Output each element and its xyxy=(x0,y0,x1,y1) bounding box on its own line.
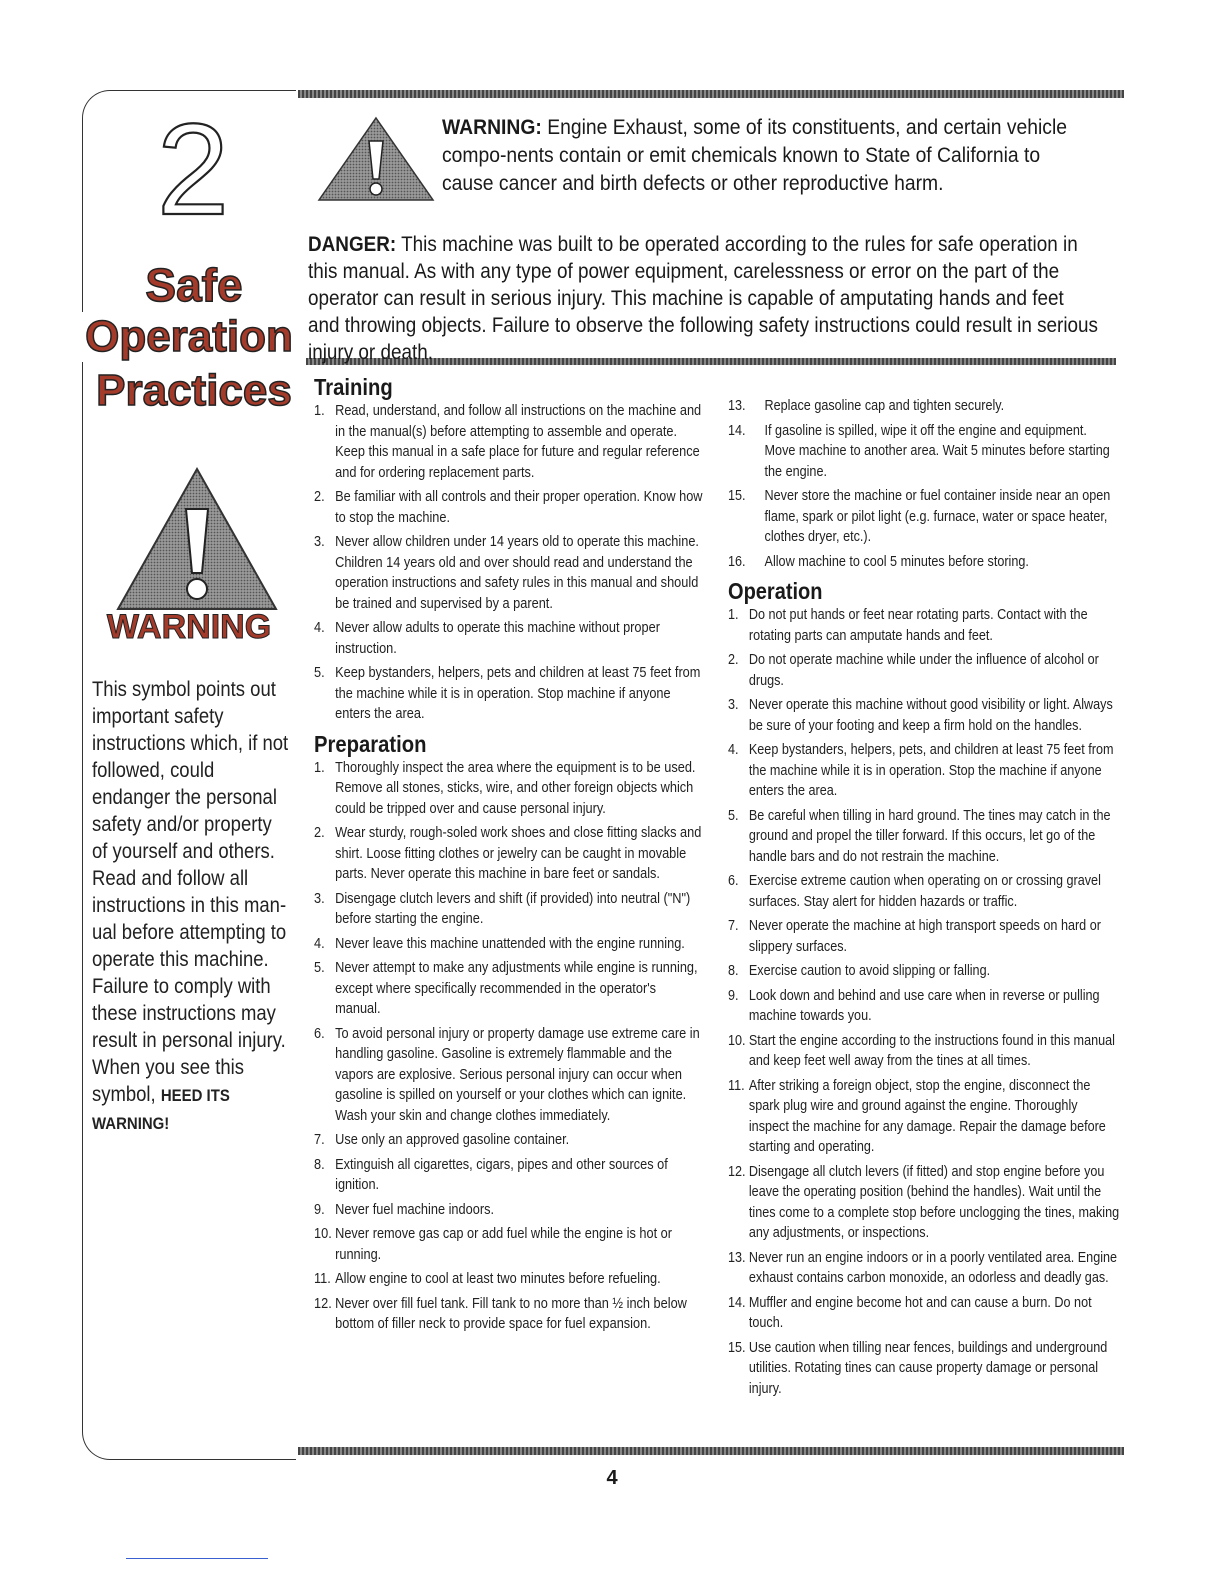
item-text: Start the engine according to the instructions found in this manual and keep feet well away from the tines at all times. xyxy=(748,1032,1115,1069)
list-item xyxy=(314,1294,703,1335)
item-number: 2. xyxy=(728,652,739,668)
item-text: Exercise caution to avoid slipping or falling. xyxy=(748,963,991,979)
section-title-line3: Practices xyxy=(96,366,292,415)
list-item xyxy=(728,916,1120,957)
list-item xyxy=(728,552,1120,573)
item-text: Disengage all clutch levers (if fitted) and stop engine before you leave the operating position (behind the handles). Wait until the tines come to a complete stop before unclogging the tines, making any adjustments, or inspections. xyxy=(748,1163,1120,1241)
item-text: Keep bystanders, helpers, pets, and children at least 75 feet from the machine while it is in operation. Stop the machine if anyone enters the area. xyxy=(748,742,1114,799)
danger-label: DANGER: xyxy=(308,233,397,256)
item-text: Replace gasoline cap and tighten securely. xyxy=(764,398,1005,414)
item-text: Use caution when tilling near fences, buildings and underground utilities. Rotating tines can cause property damage or personal injury. xyxy=(748,1339,1108,1397)
list-item xyxy=(314,1224,703,1265)
warning-box-label: WARNING: xyxy=(442,116,542,139)
item-number: 6. xyxy=(314,1025,325,1042)
list-item xyxy=(728,486,1120,548)
item-text: Wear sturdy, rough-soled work shoes and close fitting slacks and shirt. Loose fitting clothes or jewelry can be caught in movable parts. Never operate this machine in bare feet or sandals. xyxy=(335,825,702,882)
left-column xyxy=(314,374,703,1341)
operation-list xyxy=(728,605,1120,1399)
list-item xyxy=(728,605,1120,646)
warning-label: WARNING xyxy=(106,608,272,646)
list-item xyxy=(728,695,1120,736)
item-number: 12. xyxy=(314,1295,332,1312)
item-number: 8. xyxy=(314,1156,325,1173)
list-item xyxy=(314,618,703,659)
item-number: 4. xyxy=(728,742,739,758)
item-number: 2. xyxy=(314,825,325,841)
item-text: Never over fill fuel tank. Fill tank to no more than ½ inch below bottom of filler neck to provide space for fuel expansion. xyxy=(335,1295,687,1332)
item-text: Read, understand, and follow all instructions on the machine and in the manual(s) before attempting to assemble and operate. Keep this manual in a safe place for future and regular reference and for ordering replacement parts. xyxy=(335,403,702,481)
item-number: 7. xyxy=(728,918,739,934)
list-item xyxy=(314,1024,703,1127)
list-item xyxy=(728,806,1120,868)
warning-explanation-text: This symbol points out important safety instructions which, if not followed, could endanger the personal safety and/or property of yourself and others. Read and follow all instructions in this man-ual before attempting to operate this machine. Failure to comply with these instructions may result in personal injury. When you see this symbol, xyxy=(92,678,289,1106)
training-heading: Training xyxy=(314,374,393,400)
item-number: 10. xyxy=(314,1226,332,1242)
operation-heading: Operation xyxy=(728,578,823,604)
item-text: Extinguish all cigarettes, cigars, pipes and other sources of ignition. xyxy=(335,1156,668,1193)
list-item xyxy=(728,961,1120,982)
item-text: Exercise extreme caution when operating on or crossing gravel surfaces. Stay alert for hidden hazards or traffic. xyxy=(748,873,1101,910)
item-number: 3. xyxy=(728,697,739,713)
training-list xyxy=(314,401,703,725)
list-item xyxy=(728,1076,1120,1158)
item-number: 15. xyxy=(728,488,746,504)
section-title-line1: Safe xyxy=(145,259,243,311)
chapter-number xyxy=(148,108,238,220)
item-text: Disengage clutch levers and shift (if provided) into neutral ("N") before starting the engine. xyxy=(335,890,691,927)
list-item xyxy=(728,1248,1120,1289)
section-title-line2: Operation xyxy=(80,312,298,362)
list-item xyxy=(314,487,703,528)
item-number: 15. xyxy=(728,1339,746,1356)
item-number: 1. xyxy=(728,607,739,623)
item-text: After striking a foreign object, stop the engine, disconnect the spark plug wire and ground against the engine. Thoroughly inspect the machine for any damage. Repair the damage before starting and operating. xyxy=(748,1077,1106,1155)
list-item xyxy=(728,1031,1120,1072)
right-column xyxy=(728,396,1120,1405)
danger-statement xyxy=(308,231,1100,366)
list-item xyxy=(314,532,703,614)
item-number: 1. xyxy=(314,403,325,419)
item-number: 5. xyxy=(314,665,325,681)
list-item xyxy=(728,421,1120,483)
list-item xyxy=(314,958,703,1020)
item-number: 8. xyxy=(728,963,739,979)
item-text: To avoid personal injury or property damage use extreme care in handling gasoline. Gasoline is extremely flammable and the vapors are explosive. Serious personal injury can occur when gasoline is spilled on yourself or your clothes which can ignite. Wash your skin and change clothes immediately. xyxy=(335,1025,700,1124)
item-text: Never leave this machine unattended with the engine running. xyxy=(335,935,685,952)
list-item xyxy=(728,1293,1120,1334)
list-item xyxy=(314,401,703,483)
item-number: 5. xyxy=(314,960,325,976)
item-number: 14. xyxy=(728,422,746,439)
item-text: Never store the machine or fuel container inside near an open flame, spark or pilot light (e.g. furnace, water or space heater, clothes dryer, etc.). xyxy=(764,488,1111,545)
bottom-rule xyxy=(298,1447,1124,1455)
page-number: 4 xyxy=(606,1467,618,1489)
item-number: 13. xyxy=(728,1249,746,1266)
list-item xyxy=(728,650,1120,691)
item-number: 13. xyxy=(728,398,746,414)
item-number: 11. xyxy=(314,1271,331,1287)
item-number: 2. xyxy=(314,489,325,505)
item-number: 4. xyxy=(314,935,325,952)
item-text: Never allow children under 14 years old to operate this machine. Children 14 years old and over should read and understand the operation instructions and safety rules in this manual and should be trained and supervised by a parent. xyxy=(335,534,699,612)
item-number: 3. xyxy=(314,890,325,907)
item-number: 1. xyxy=(314,759,325,776)
list-item xyxy=(314,1155,703,1196)
item-text: Allow machine to cool 5 minutes before storing. xyxy=(764,553,1029,570)
warning-triangle-icon xyxy=(316,115,436,203)
item-number: 5. xyxy=(728,807,739,824)
california-warning xyxy=(442,114,1077,198)
item-number: 10. xyxy=(728,1032,746,1049)
warning-box-text: Engine Exhaust, some of its constituents, and certain vehicle compo-nents contain or emit chemicals known to State of California to cause cancer and birth defects or other reproductive harm. xyxy=(442,116,1067,195)
item-text: Never operate the machine at high transport speeds on hard or slippery surfaces. xyxy=(748,918,1101,955)
list-item xyxy=(314,889,703,930)
preparation-list-continued xyxy=(728,396,1120,572)
item-text: Keep bystanders, helpers, pets and children at least 75 feet from the machine while it is in operation. Stop machine if anyone enters the area. xyxy=(335,665,701,722)
list-item xyxy=(314,1130,703,1151)
item-number: 9. xyxy=(314,1201,325,1218)
list-item xyxy=(728,396,1120,417)
item-number: 11. xyxy=(728,1077,745,1094)
footer-rule xyxy=(126,1558,268,1559)
list-item xyxy=(314,758,703,820)
item-number: 4. xyxy=(314,620,325,636)
item-number: 14. xyxy=(728,1294,746,1311)
item-text: Thoroughly inspect the area where the equipment is to be used. Remove all stones, sticks, wire, and other foreign objects which could be tripped over and cause personal injury. xyxy=(335,759,696,817)
item-number: 9. xyxy=(728,987,739,1004)
list-item xyxy=(728,871,1120,912)
item-number: 16. xyxy=(728,553,746,570)
item-text: Never attempt to make any adjustments while engine is running, except where specifically recommended in the operator's manual. xyxy=(335,960,698,1017)
preparation-list xyxy=(314,758,703,1335)
top-rule xyxy=(298,90,1124,98)
svg-text:2: 2 xyxy=(156,108,230,220)
item-text: Never fuel machine indoors. xyxy=(335,1201,495,1218)
list-item xyxy=(314,663,703,725)
item-number: 12. xyxy=(728,1163,746,1180)
item-text: Do not operate machine while under the influence of alcohol or drugs. xyxy=(748,652,1099,689)
item-text: Be familiar with all controls and their proper operation. Know how to stop the machine. xyxy=(335,489,703,526)
heed-warning: HEED ITS WARNING! xyxy=(92,1086,230,1133)
item-text: Look down and behind and use care when in reverse or pulling machine towards you. xyxy=(748,987,1100,1024)
item-number: 7. xyxy=(314,1132,325,1148)
preparation-heading: Preparation xyxy=(314,730,427,757)
item-text: Use only an approved gasoline container. xyxy=(335,1132,570,1148)
item-number: 6. xyxy=(728,873,739,889)
item-text: Never run an engine indoors or in a poorly ventilated area. Engine exhaust contains carbon monoxide, an odorless and deadly gas. xyxy=(748,1249,1118,1286)
item-text: Allow engine to cool at least two minutes before refueling. xyxy=(335,1271,661,1287)
list-item xyxy=(728,740,1120,802)
list-item xyxy=(314,823,703,885)
list-item xyxy=(728,1162,1120,1244)
list-item xyxy=(728,986,1120,1027)
item-number: 3. xyxy=(314,534,325,550)
danger-text: This machine was built to be operated according to the rules for safe operation in this manual. As with any type of power equipment, carelessness or error on the part of the operator can result in serious injury. This machine is capable of amputating hands and feet and throwing objects. Failure to observe the following safety instructions could result in serious injury or death. xyxy=(308,233,1099,364)
item-text: Never remove gas cap or add fuel while the engine is hot or running. xyxy=(335,1226,673,1263)
list-item xyxy=(314,1200,703,1221)
item-text: Muffler and engine become hot and can cause a burn. Do not touch. xyxy=(748,1294,1092,1331)
item-text: Never allow adults to operate this machine without proper instruction. xyxy=(335,620,660,657)
item-text: Be careful when tilling in hard ground. The tines may catch in the ground and propel the tiller forward. If this occurs, let go of the handle bars and do not restrain the machine. xyxy=(748,807,1111,865)
item-text: Do not put hands or feet near rotating parts. Contact with the rotating parts can amputate hands and feet. xyxy=(748,607,1088,644)
list-item xyxy=(314,934,703,955)
list-item xyxy=(728,1338,1120,1400)
item-text: If gasoline is spilled, wipe it off the engine and equipment. Move machine to another area. Wait 5 minutes before starting the engine. xyxy=(764,422,1110,480)
item-text: Never operate this machine without good visibility or light. Always be sure of your footing and keep a firm hold on the handles. xyxy=(748,697,1113,734)
warning-triangle-icon xyxy=(114,465,280,613)
list-item xyxy=(314,1269,703,1290)
warning-explanation xyxy=(92,676,291,1137)
